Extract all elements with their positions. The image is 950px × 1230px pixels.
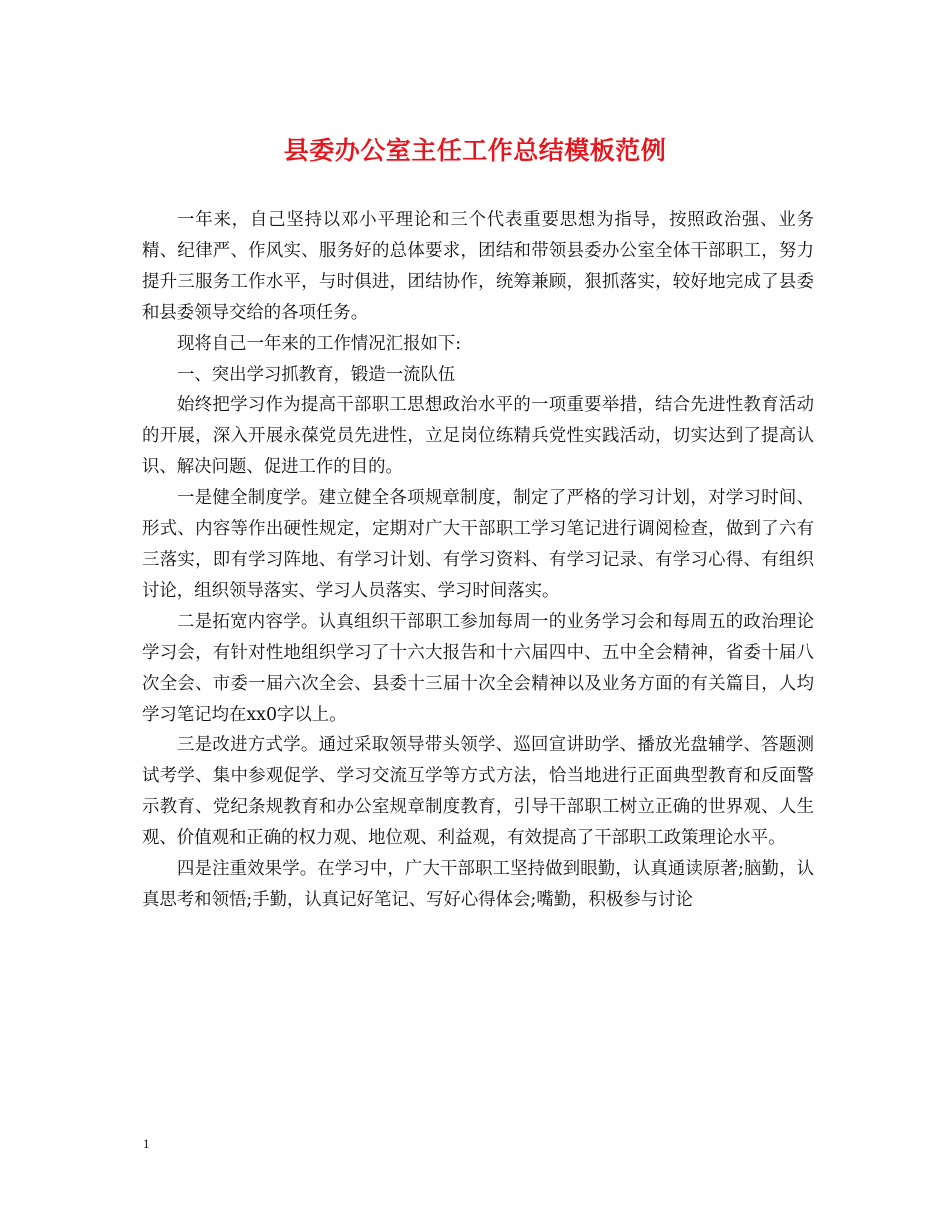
page-number: 1 xyxy=(143,1136,150,1151)
document-body xyxy=(142,205,814,916)
section-heading-1: 一、突出学习抓教育，锻造一流队伍 xyxy=(177,364,456,385)
paragraph-item-2: 二是拓宽内容学。认真组织干部职工参加每周一的业务学习会和每周五的政治理论学习会，有针对性地组织学习了十六大报告和十六届四中、五中全会精神，省委十届八次全会、市委一届六次全会、县委十三届十次全会精神以及业务方面的有关篇目，人均学习笔记均在xx0字以上。 xyxy=(142,611,814,725)
paragraph-item-4: 四是注重效果学。在学习中，广大干部职工坚持做到眼勤，认真通读原著;脑勤，认真思考和领悟;手勤，认真记好笔记、写好心得体会;嘴勤，积极参与讨论 xyxy=(142,859,814,910)
document-title: 县委办公室主任工作总结模板范例 xyxy=(283,136,667,165)
paragraph-intro: 一年来，自己坚持以邓小平理论和三个代表重要思想为指导，按照政治强、业务精、纪律严、作风实、服务好的总体要求，团结和带领县委办公室全体干部职工，努力提升三服务工作水平，与时俱进，团结协作，统筹兼顾，狠抓落实，较好地完成了县委和县委领导交给的各项任务。 xyxy=(142,210,814,323)
paragraph-item-3: 三是改进方式学。通过采取领导带头领学、巡回宣讲助学、播放光盘辅学、答题测试考学、集中参观促学、学习交流互学等方式方法，恰当地进行正面典型教育和反面警示教育、党纪条规教育和办公室规章制度教育，引导干部职工树立正确的世界观、人生观、价值观和正确的权力观、地位观、利益观，有效提高了干部职工政策理论水平。 xyxy=(142,735,814,849)
paragraph-report-lead: 现将自己一年来的工作情况汇报如下: xyxy=(177,333,462,354)
paragraph-item-1: 一是健全制度学。建立健全各项规章制度，制定了严格的学习计划，对学习时间、形式、内容等作出硬性规定，定期对广大干部职工学习笔记进行调阅检查，做到了六有三落实，即有学习阵地、有学习计划、有学习资料、有学习记录、有学习心得、有组织讨论，组织领导落实、学习人员落实、学习时间落实。 xyxy=(142,488,814,601)
paragraph-section-1: 始终把学习作为提高干部职工思想政治水平的一项重要举措，结合先进性教育活动的开展，深入开展永葆党员先进性，立足岗位练精兵党性实践活动，切实达到了提高认识、解决问题、促进工作的目的。 xyxy=(142,395,814,478)
